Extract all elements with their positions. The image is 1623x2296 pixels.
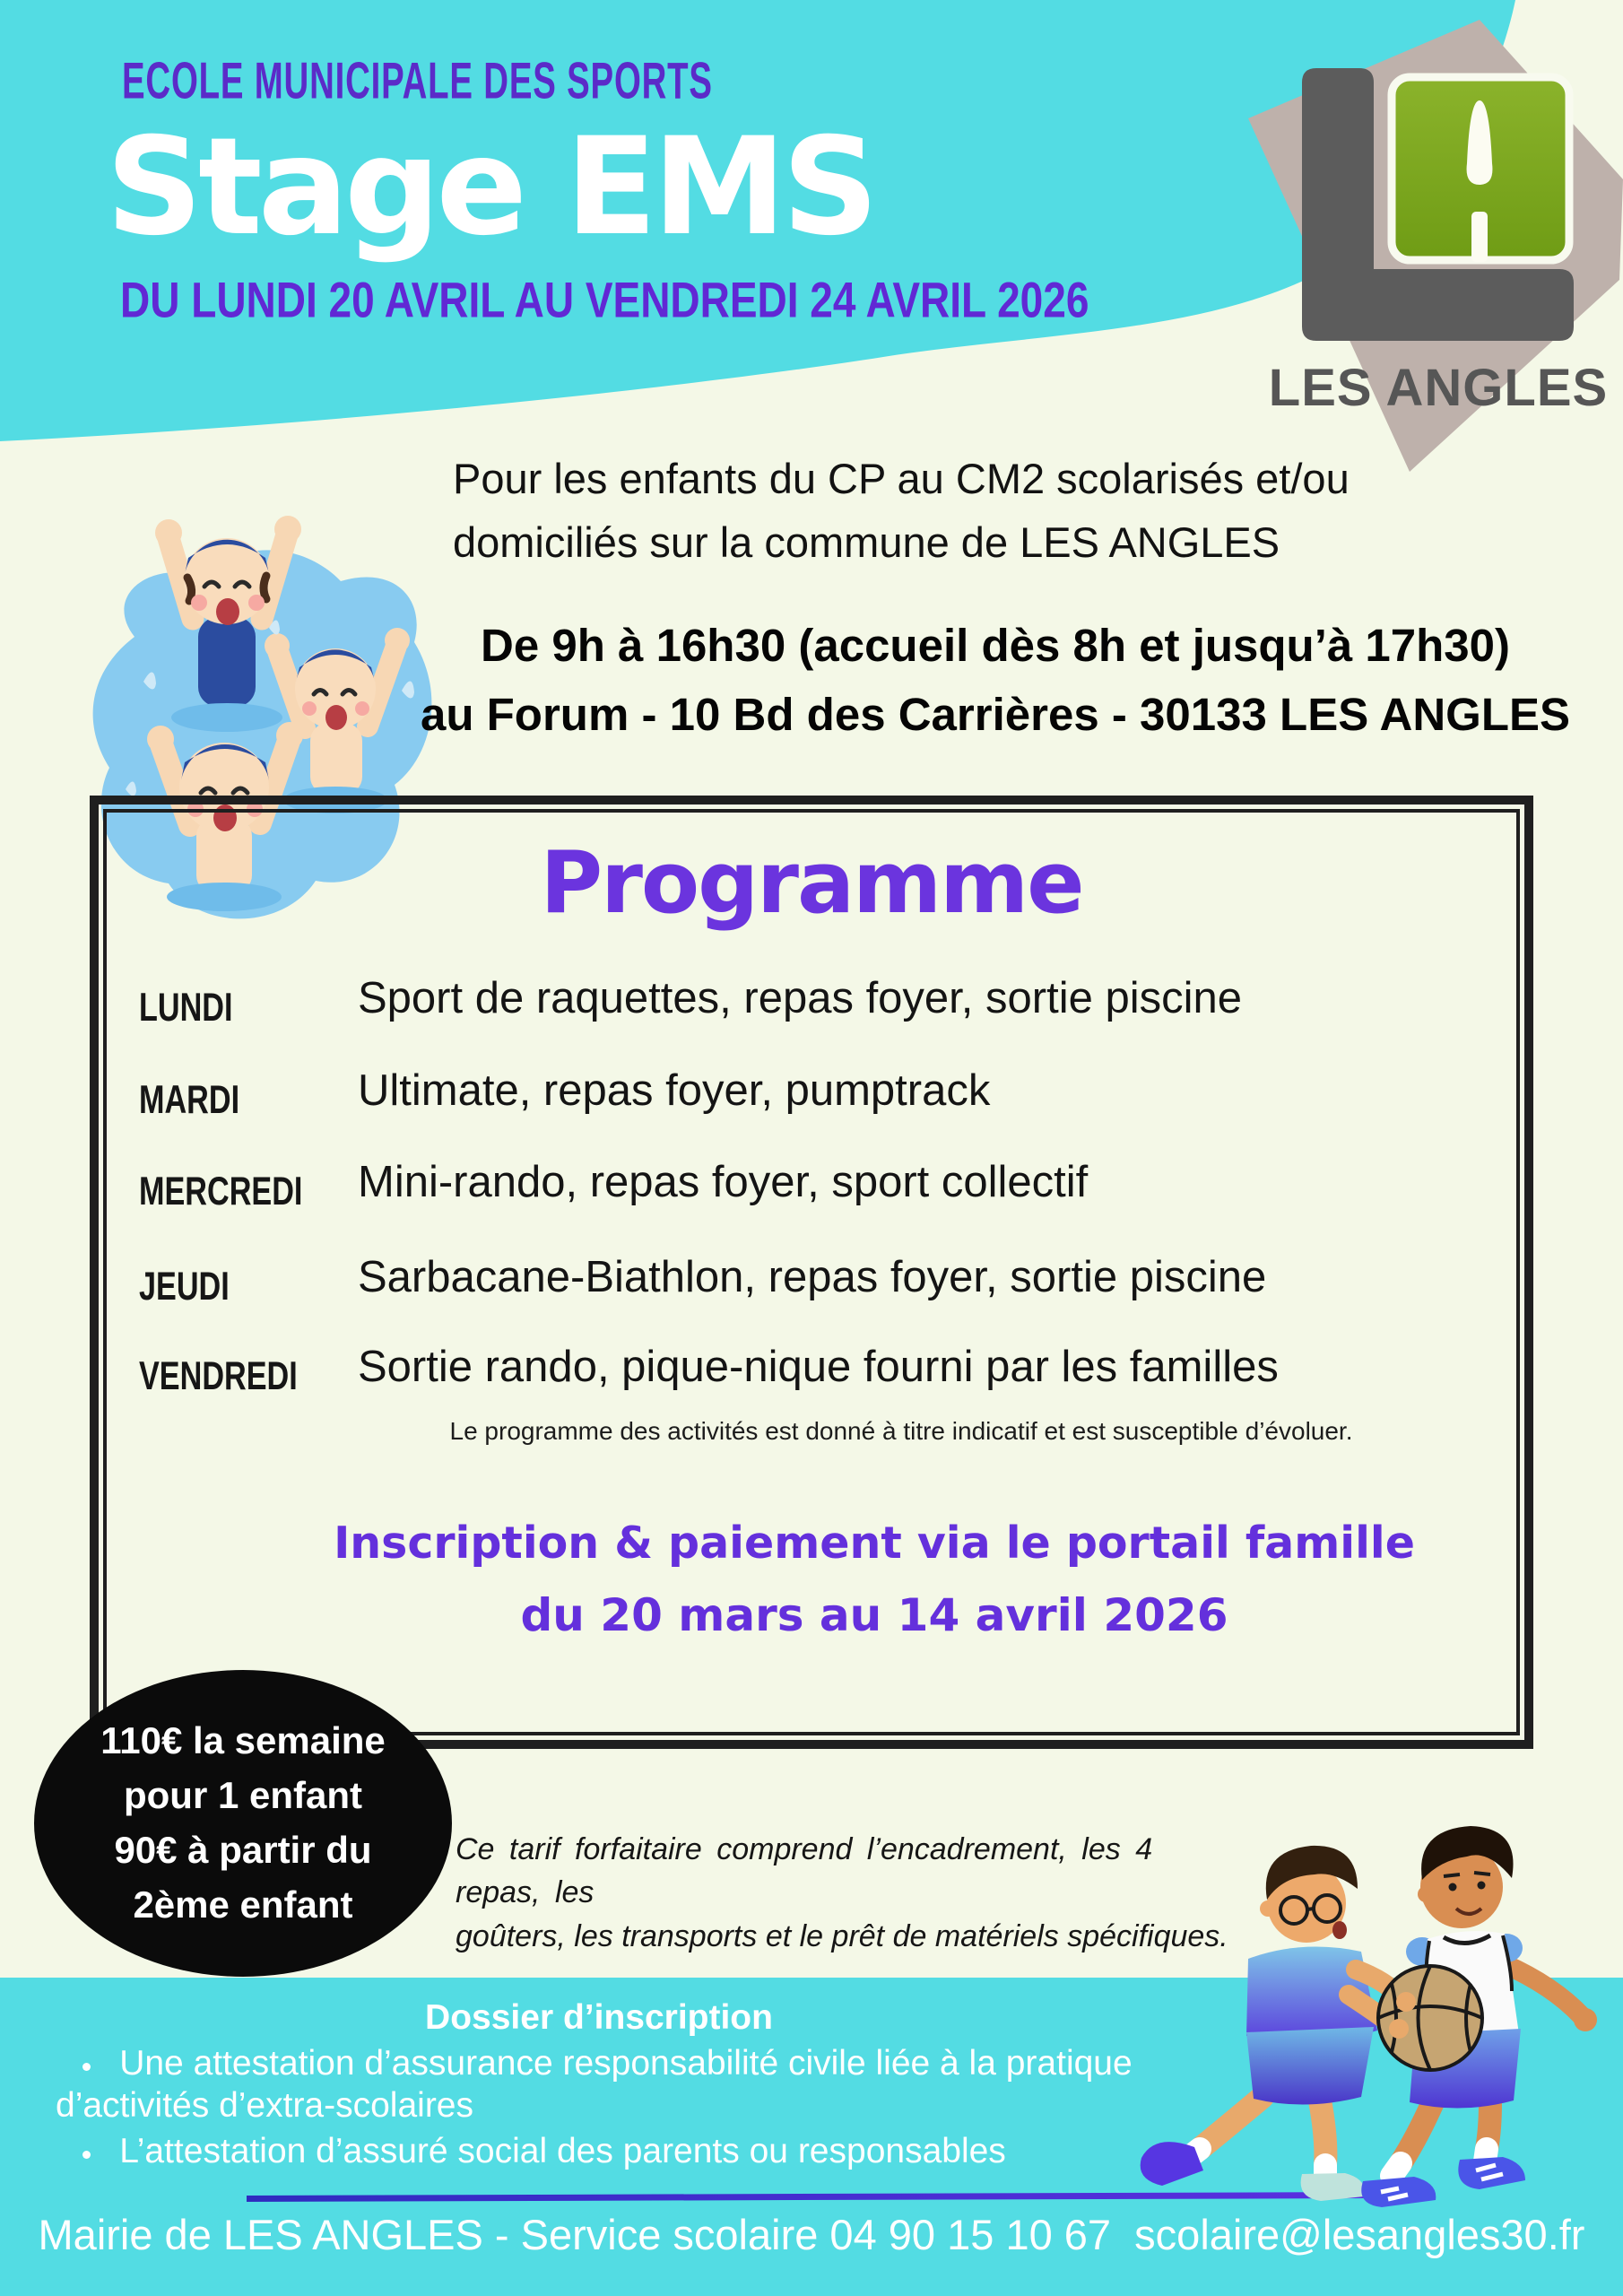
intro-line-2: domiciliés sur la commune de LES ANGLES	[453, 518, 1280, 567]
day-activities-lundi: Sport de raquettes, repas foyer, sortie piscine	[358, 974, 1242, 1022]
dossier-bullet-1: • Une attestation d’assurance responsabilité civile liée à la pratique d’activités d’extra-scolaires	[56, 2043, 1208, 2127]
price-line-1: 110€ la semaine	[100, 1719, 386, 1761]
registration-line-1: Inscription & paiement via le portail famille	[334, 1518, 1415, 1569]
day-activities-jeudi: Sarbacane-Biathlon, repas foyer, sortie piscine	[358, 1253, 1267, 1301]
price-line-3: 90€ à partir du	[114, 1829, 372, 1871]
day-label-mercredi: MERCREDI	[139, 1170, 303, 1214]
intro-paragraph	[453, 447, 1350, 575]
intro-line-1: Pour les enfants du CP au CM2 scolarisés et/ou	[453, 455, 1350, 502]
schedule-paragraph	[368, 612, 1623, 749]
day-activities-mardi: Ultimate, repas foyer, pumptrack	[358, 1066, 991, 1115]
registration-line-2: du 20 mars au 14 avril 2026	[520, 1589, 1228, 1641]
schedule-line-2: au Forum - 10 Bd des Carrières - 30133 LES ANGLES	[420, 688, 1571, 740]
dossier-bullet-list	[56, 2043, 1208, 2176]
price-badge	[34, 1670, 452, 1977]
basketball-boy-left	[1141, 1846, 1406, 2201]
header-kicker: ECOLE MUNICIPALE DES SPORTS	[122, 53, 713, 110]
logo-wordmark: LES ANGLES	[1268, 359, 1609, 417]
contact-line: Mairie de LES ANGLES - Service scolaire 04 90 15 10 67 scolaire@lesangles30.fr	[38, 2211, 1585, 2258]
la-logo	[1269, 68, 1608, 417]
basketball-illustration	[1121, 1807, 1623, 2238]
dossier-title: Dossier d’inscription	[425, 1998, 773, 2037]
price-line-4: 2ème enfant	[133, 1883, 353, 1926]
price-line-2: pour 1 enfant	[123, 1774, 362, 1816]
day-label-vendredi: VENDREDI	[139, 1354, 298, 1399]
tariff-line-2: goûters, les transports et le prêt de matériels spécifiques.	[456, 1918, 1228, 1953]
day-activities-vendredi: Sortie rando, pique-nique fourni par les familles	[358, 1343, 1279, 1391]
programme-note: Le programme des activités est donné à titre indicatif et est susceptible d’évoluer.	[449, 1417, 1353, 1445]
day-label-jeudi: JEUDI	[139, 1265, 230, 1309]
tariff-line-1: Ce tarif forfaitaire comprend l’encadrement, les 4 repas, les	[456, 1832, 1153, 1910]
page-title: Stage EMS	[106, 109, 875, 265]
dossier-bullet-2: • L’attestation d’assuré social des parents ou responsables	[56, 2131, 1208, 2173]
day-activities-mercredi: Mini-rando, repas foyer, sport collectif	[358, 1158, 1089, 1206]
day-label-lundi: LUNDI	[139, 986, 233, 1031]
schedule-line-1: De 9h à 16h30 (accueil dès 8h et jusqu’à 17h30)	[481, 620, 1510, 671]
programme-title: Programme	[540, 834, 1083, 933]
header-date-line: DU LUNDI 20 AVRIL AU VENDREDI 24 AVRIL 2026	[120, 272, 1089, 328]
day-label-mardi: MARDI	[139, 1078, 240, 1123]
basketball-ball	[1378, 1966, 1482, 2070]
logo-a-stem	[1471, 212, 1488, 262]
